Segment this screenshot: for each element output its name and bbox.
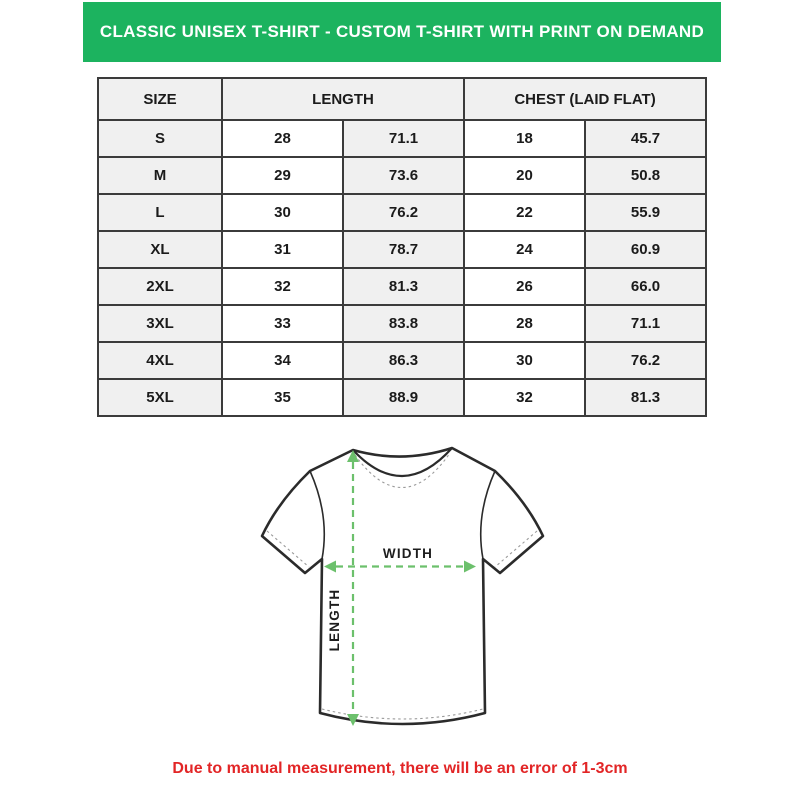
cell-chest-cm: 71.1 <box>585 305 706 342</box>
cell-length-in: 35 <box>222 379 343 416</box>
table-row <box>98 268 706 305</box>
cell-size: S <box>98 120 222 157</box>
cell-size: 4XL <box>98 342 222 379</box>
table-row <box>98 157 706 194</box>
cell-size: XL <box>98 231 222 268</box>
cell-chest-cm: 76.2 <box>585 342 706 379</box>
col-header-size: SIZE <box>98 78 222 120</box>
measurement-note: Due to manual measurement, there will be an error of 1-3cm <box>172 760 628 777</box>
cell-length-in: 31 <box>222 231 343 268</box>
col-header-chest: CHEST (LAID FLAT) <box>464 78 706 120</box>
cell-length-cm: 78.7 <box>343 231 464 268</box>
cell-length-in: 28 <box>222 120 343 157</box>
cell-length-in: 29 <box>222 157 343 194</box>
cell-length-cm: 88.9 <box>343 379 464 416</box>
cell-length-cm: 71.1 <box>343 120 464 157</box>
cell-chest-in: 18 <box>464 120 585 157</box>
cell-length-in: 33 <box>222 305 343 342</box>
cell-length-cm: 86.3 <box>343 342 464 379</box>
table-row <box>98 231 706 268</box>
tshirt-measurement-diagram <box>242 428 562 748</box>
cell-chest-in: 24 <box>464 231 585 268</box>
cell-chest-cm: 66.0 <box>585 268 706 305</box>
page-title: CLASSIC UNISEX T-SHIRT - CUSTOM T-SHIRT WITH PRINT ON DEMAND <box>99 22 705 41</box>
tshirt-diagram-svg <box>242 428 562 748</box>
cell-length-cm: 73.6 <box>343 157 464 194</box>
cell-chest-cm: 45.7 <box>585 120 706 157</box>
cell-chest-in: 28 <box>464 305 585 342</box>
table-row <box>98 120 706 157</box>
cell-length-cm: 76.2 <box>343 194 464 231</box>
table-row <box>98 379 706 416</box>
cell-chest-cm: 50.8 <box>585 157 706 194</box>
cell-size: 2XL <box>98 268 222 305</box>
cell-length-in: 34 <box>222 342 343 379</box>
size-table-body <box>98 120 706 416</box>
table-row <box>98 305 706 342</box>
cell-chest-in: 32 <box>464 379 585 416</box>
table-row <box>98 342 706 379</box>
cell-chest-in: 22 <box>464 194 585 231</box>
length-label: LENGTH <box>327 588 342 652</box>
cell-chest-cm: 55.9 <box>585 194 706 231</box>
cell-size: M <box>98 157 222 194</box>
cell-size: 5XL <box>98 379 222 416</box>
cell-chest-in: 30 <box>464 342 585 379</box>
col-header-length: LENGTH <box>222 78 464 120</box>
title-banner <box>83 2 721 62</box>
width-label: WIDTH <box>382 546 434 561</box>
size-table <box>97 77 707 417</box>
cell-chest-cm: 60.9 <box>585 231 706 268</box>
cell-chest-in: 26 <box>464 268 585 305</box>
cell-size: L <box>98 194 222 231</box>
cell-length-in: 30 <box>222 194 343 231</box>
cell-size: 3XL <box>98 305 222 342</box>
cell-chest-in: 20 <box>464 157 585 194</box>
table-header-row <box>98 78 706 120</box>
cell-chest-cm: 81.3 <box>585 379 706 416</box>
tshirt-outline-icon <box>262 448 543 724</box>
cell-length-cm: 83.8 <box>343 305 464 342</box>
table-row <box>98 194 706 231</box>
cell-length-in: 32 <box>222 268 343 305</box>
cell-length-cm: 81.3 <box>343 268 464 305</box>
